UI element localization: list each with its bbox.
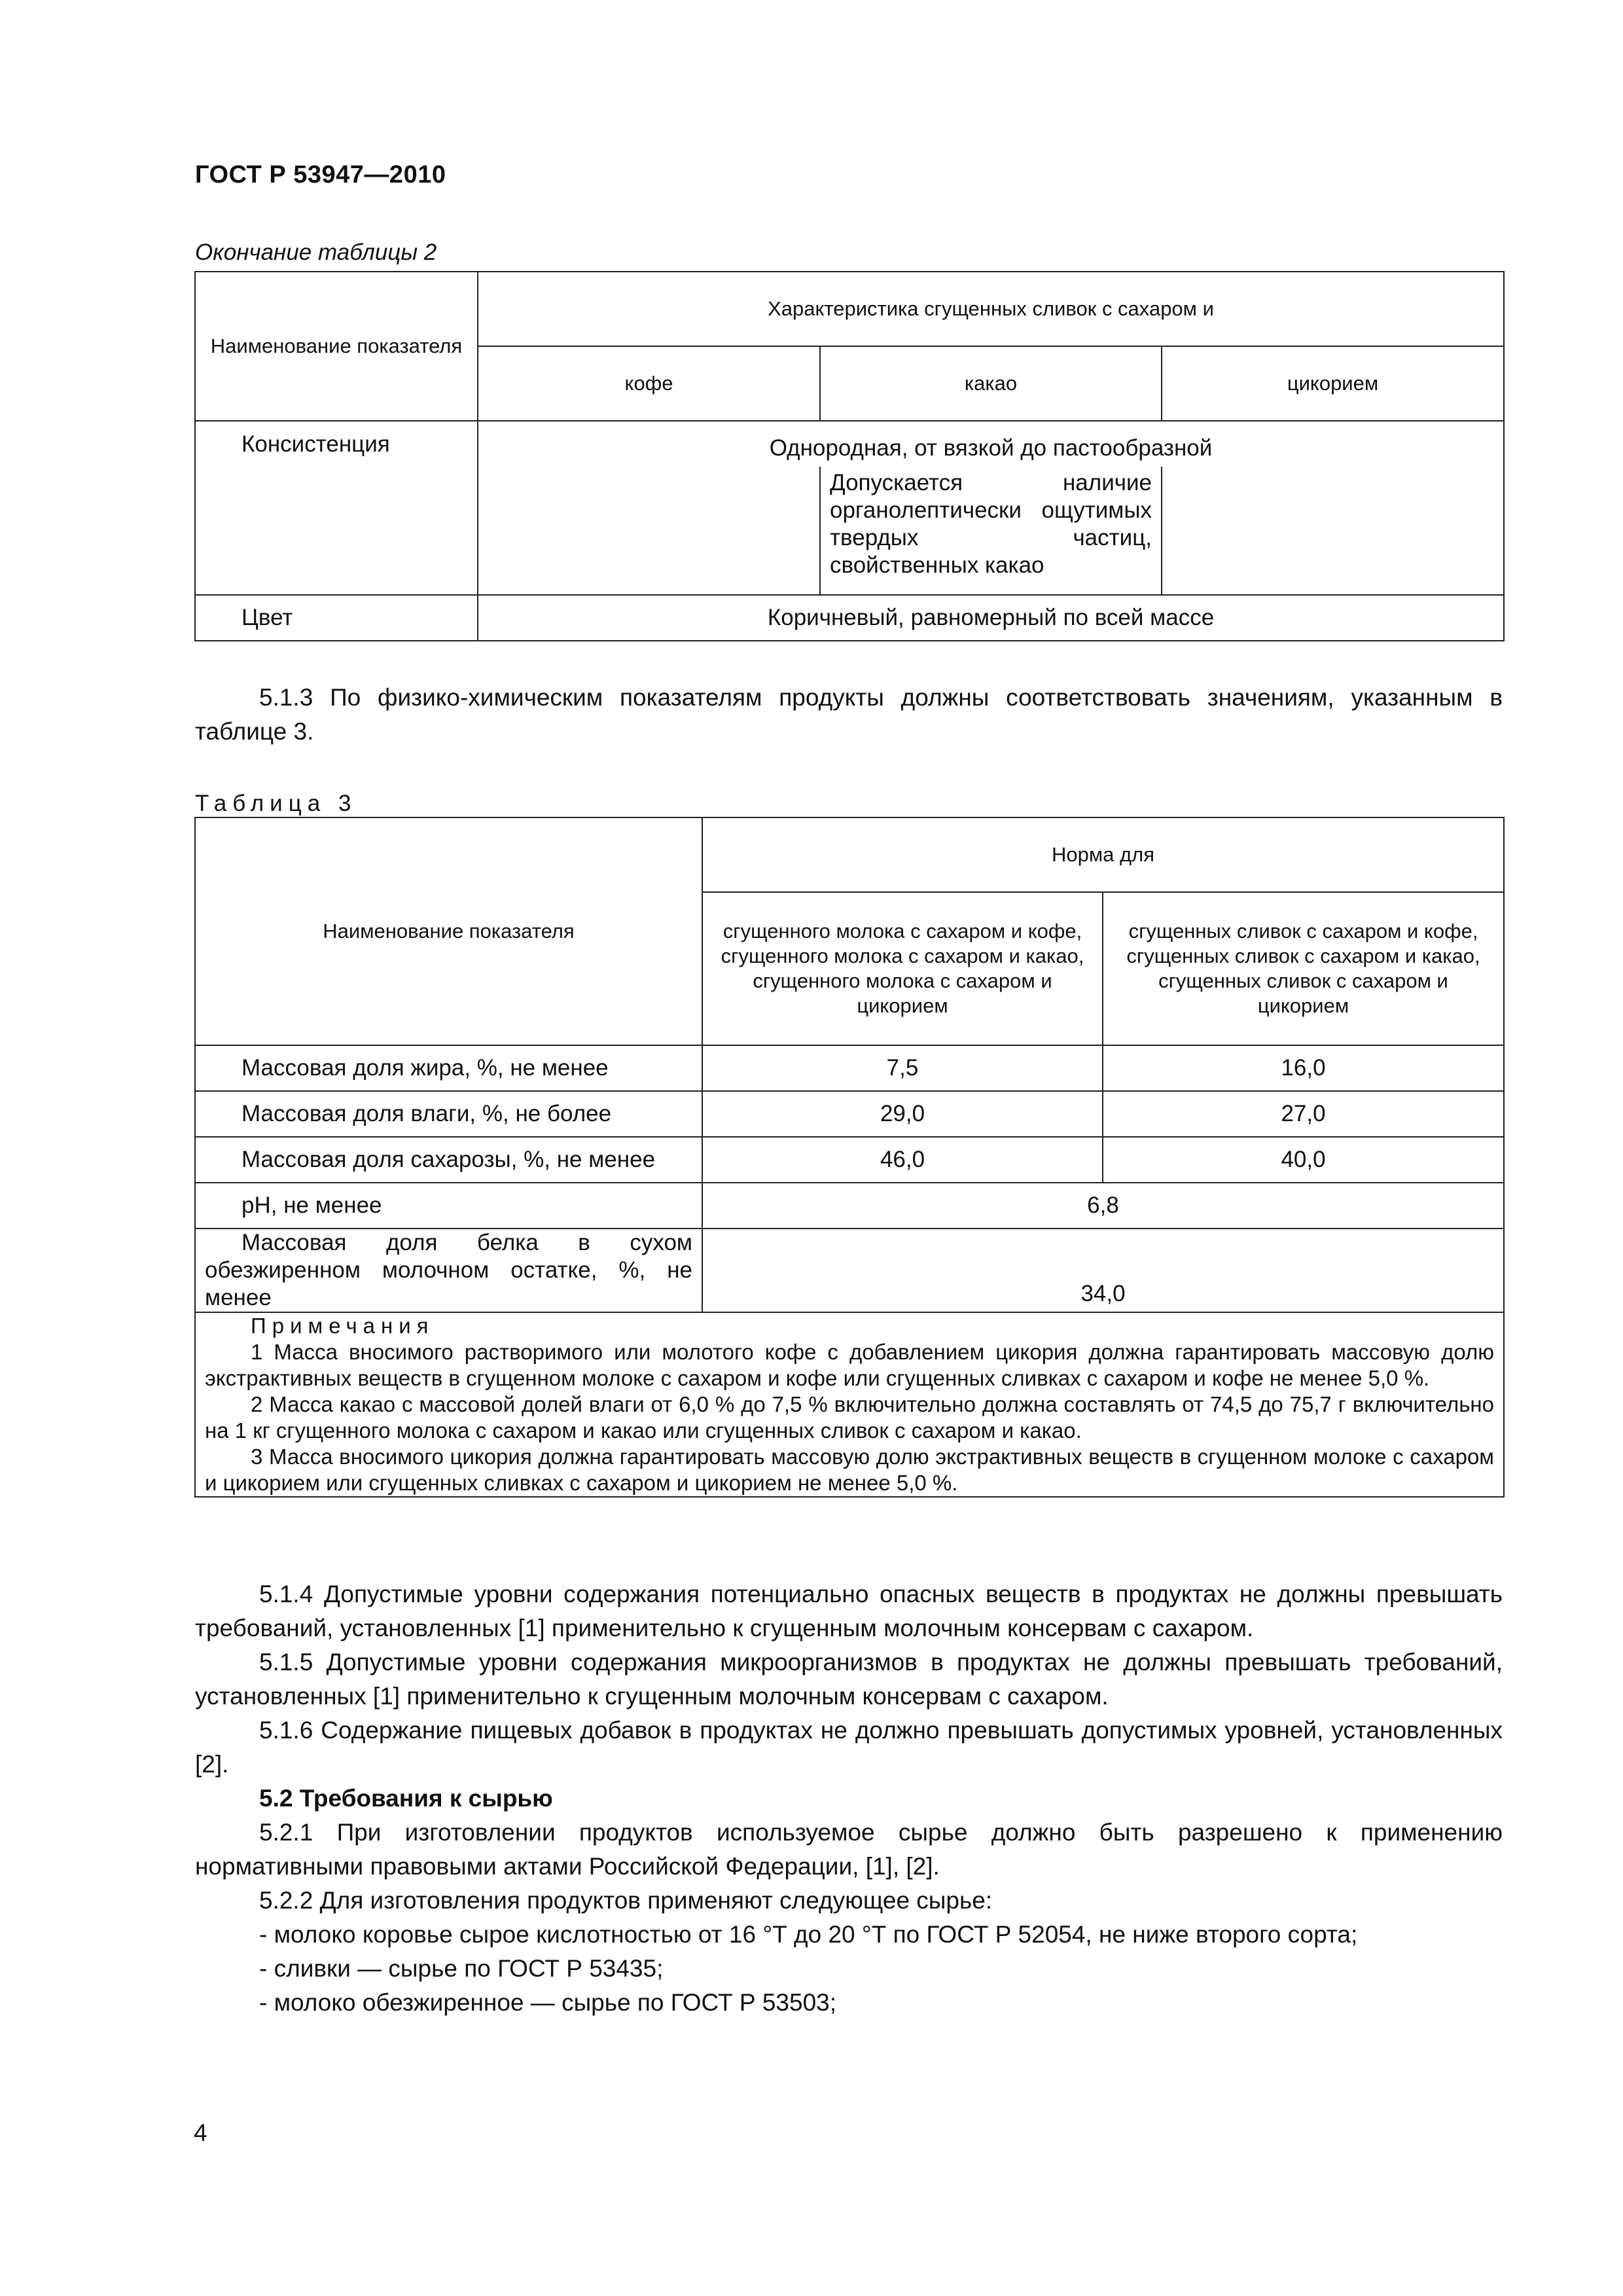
table3-subheader-cream: сгущенных сливок с сахаром и кофе, сгущенных сливок с сахаром и какао, сгущенных сливок с сахаром и цикорием: [1103, 892, 1504, 1045]
table2-row-value: Коричневый, равномерный по всей массе: [478, 595, 1504, 641]
table2-row-name: Консистенция: [195, 421, 478, 595]
table3-row-value: 29,0: [702, 1091, 1103, 1137]
table2-subheader-cocoa: какао: [820, 346, 1162, 421]
page-number: 4: [194, 2119, 207, 2146]
table3-row-name: рН, не менее: [195, 1183, 702, 1229]
paragraph-5-2-1: 5.2.1 При изготовлении продуктов используемое сырье должно быть разрешено к применению нормативными правовыми актами Российской Федерации, [1], [2].: [195, 1819, 1503, 1880]
paragraph-5-1-6: 5.1.6 Содержание пищевых добавок в продуктах не должно превышать допустимых уровней, установленных [2].: [195, 1717, 1503, 1778]
notes-title: Примечания: [251, 1314, 435, 1338]
heading-5-2: 5.2 Требования к сырью: [259, 1785, 553, 1812]
table3-notes: [195, 1312, 1504, 1497]
table3-header-name: Наименование показателя: [195, 817, 702, 1045]
table2-cocoa-note: Допускается наличие органолептически ощутимых твердых частиц, свойственных какао: [820, 467, 1162, 595]
list-item: - сливки — сырье по ГОСТ Р 53435;: [259, 1955, 664, 1982]
table3-row-name: Массовая доля жира, %, не менее: [195, 1045, 702, 1091]
table3-row-value: 34,0: [702, 1229, 1504, 1312]
table2-row-value: Однородная, от вязкой до пастообразной: [478, 421, 1504, 467]
list-item: - молоко обезжиренное — сырье по ГОСТ Р 53503;: [259, 1989, 837, 2016]
table3-row-value: 7,5: [702, 1045, 1103, 1091]
list-item: - молоко коровье сырое кислотностью от 16 °Т до 20 °Т по ГОСТ Р 52054, не ниже второго сорта;: [259, 1921, 1358, 1948]
note-item: 2 Масса какао с массовой долей влаги от 6,0 % до 7,5 % включительно должна составлять от 74,5 до 75,7 г включительно на 1 кг сгущенного молока с сахаром и какао или сгущенных сливок с сахаром и какао.: [205, 1392, 1494, 1443]
table3-row-name: Массовая доля сахарозы, %, не менее: [195, 1137, 702, 1183]
standard-number: ГОСТ Р 53947—2010: [195, 161, 446, 188]
table-3: [194, 817, 1505, 1498]
table2-subheader-chicory: цикорием: [1162, 346, 1504, 421]
table2-row-name: Цвет: [195, 595, 478, 641]
table3-row-value: 16,0: [1103, 1045, 1504, 1091]
table2-header-name: Наименование показателя: [195, 272, 478, 421]
note-item: 3 Масса вносимого цикория должна гарантировать массовую долю экстрактивных веществ в сгущенном молоке с сахаром и цикорием или сгущенных сливках с сахаром и цикорием не менее 5,0 %.: [205, 1444, 1494, 1495]
table2-subheader-coffee: кофе: [478, 346, 820, 421]
table2-header-group: Характеристика сгущенных сливок с сахаром и: [478, 272, 1504, 346]
table3-row-name: Массовая доля белка в сухом обезжиренном молочном остатке, %, не менее: [195, 1229, 702, 1312]
paragraph-5-1-3: 5.1.3 По физико-химическим показателям продукты должны соответствовать значениям, указанным в таблице 3.: [195, 684, 1503, 745]
paragraph-5-1-4: 5.1.4 Допустимые уровни содержания потенциально опасных веществ в продуктах не должны превышать требований, установленных [1] применительно к сгущенным молочным консервам с сахаром.: [195, 1581, 1503, 1641]
table-2: [194, 271, 1505, 641]
table3-subheader-milk: сгущенного молока с сахаром и кофе, сгущенного молока с сахаром и какао, сгущенного молока с сахаром и цикорием: [702, 892, 1103, 1045]
table3-row-value: 46,0: [702, 1137, 1103, 1183]
note-item: 1 Масса вносимого растворимого или молотого кофе с добавлением цикория должна гарантировать массовую долю экстрактивных веществ в сгущенном молоке с сахаром и кофе или сгущенных сливках с сахаром и кофе не менее 5,0 %.: [205, 1340, 1494, 1390]
table3-header-group: Норма для: [702, 817, 1504, 892]
table2-empty-cell: [1162, 467, 1504, 595]
paragraph-5-1-5: 5.1.5 Допустимые уровни содержания микроорганизмов в продуктах не должны превышать требований, установленных [1] применительно к сгущенным молочным консервам с сахаром.: [195, 1649, 1503, 1710]
table3-caption: Таблица 3: [195, 791, 357, 816]
table2-caption: Окончание таблицы 2: [195, 240, 437, 265]
paragraph-5-2-2: 5.2.2 Для изготовления продуктов применяют следующее сырье:: [259, 1887, 993, 1914]
table2-empty-cell: [478, 467, 820, 595]
table3-row-value: 6,8: [702, 1183, 1504, 1229]
table3-row-name: Массовая доля влаги, %, не более: [195, 1091, 702, 1137]
table3-row-value: 40,0: [1103, 1137, 1504, 1183]
section-5-body: [195, 1577, 1503, 2020]
table3-row-value: 27,0: [1103, 1091, 1504, 1137]
